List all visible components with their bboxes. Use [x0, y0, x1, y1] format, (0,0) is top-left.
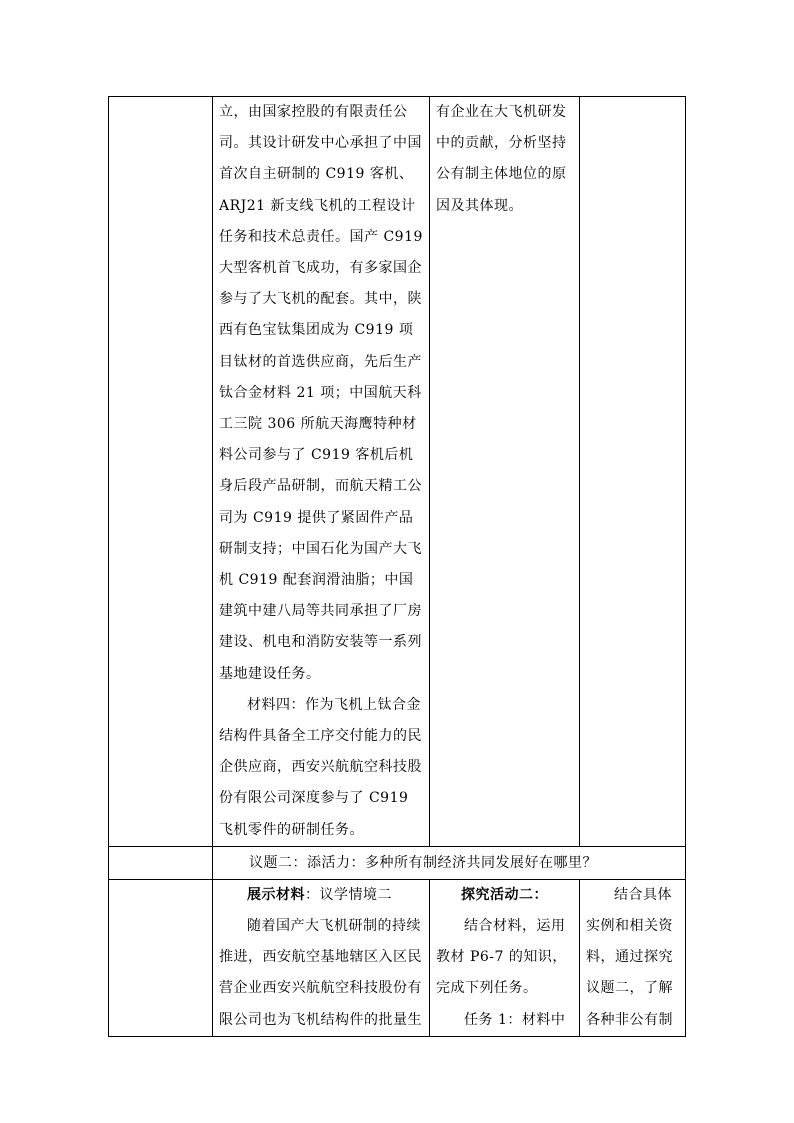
table-row [109, 846, 686, 879]
purpose-cell [580, 879, 686, 1036]
activity-body: 结合材料，运用教材 P6-7 的知识，完成下列任务。 [436, 918, 567, 997]
material-heading-label: 展示材料 [247, 886, 305, 903]
material-heading-suffix: ：议学情境二 [305, 886, 392, 903]
material-paragraph: 立，由国家控股的有限责任公司。其设计研发中心承担了中国首次自主研制的 C919 客机、ARJ21 新支线飞机的工程设计任务和技术总责任。国产 C919 大型客机首飞成功，有多家国企参与了大飞机的配套。其中，陕西有色宝钛集团成为 C919 项目钛材的首选供应商，先后生产钛合金材料 21 项；中国航天科工三院 306 所航天海鹰特种材料公司参与了 C919 客机后机身后段产品研制，而航天精工公司为 C919 提供了紧固件产品研制支持；中国石化为国产大飞机 C919 配套润滑油脂；中国建筑中建八局等共同承担了厂房建设、机电和消防安装等一系列基地建设任务。 [219, 104, 423, 682]
issue-two-cell [213, 846, 686, 879]
activity-cell [430, 97, 580, 847]
stage-cell [109, 97, 213, 847]
activity-task: 任务 1：材料中 [464, 1011, 566, 1028]
material-body: 随着国产大飞机研制的持续推进，西安航空基地辖区入区民营企业西安兴航航空科技股份有限公司也为飞机结构件的批量生 [219, 918, 422, 1028]
activity-heading: 探究活动二： [461, 886, 548, 903]
activity-cell [430, 879, 580, 1036]
lesson-plan-table [108, 96, 686, 1037]
material-cell [213, 97, 430, 847]
purpose-cell [580, 97, 686, 847]
issue-two-title: 议题二：添活力：多种所有制经济共同发展好在哪里？ [249, 854, 597, 871]
material-cell [213, 879, 430, 1036]
material-heading [219, 880, 423, 911]
stage-cell [109, 846, 213, 879]
purpose-body: 结合具体实例和相关资料，通过探究议题二，了解各种非公有制 [586, 886, 673, 1028]
stage-cell [109, 879, 213, 1036]
table-row [109, 97, 686, 847]
activity-text: 有企业在大飞机研发中的贡献，分析坚持公有制主体地位的原因及其体现。 [436, 104, 567, 214]
table-row [109, 879, 686, 1036]
material-four-paragraph: 材料四：作为飞机上钛合金结构件具备全工序交付能力的民企供应商，西安兴航航空科技股份有限公司深度参与了 C919 飞机零件的研制任务。 [219, 696, 422, 838]
